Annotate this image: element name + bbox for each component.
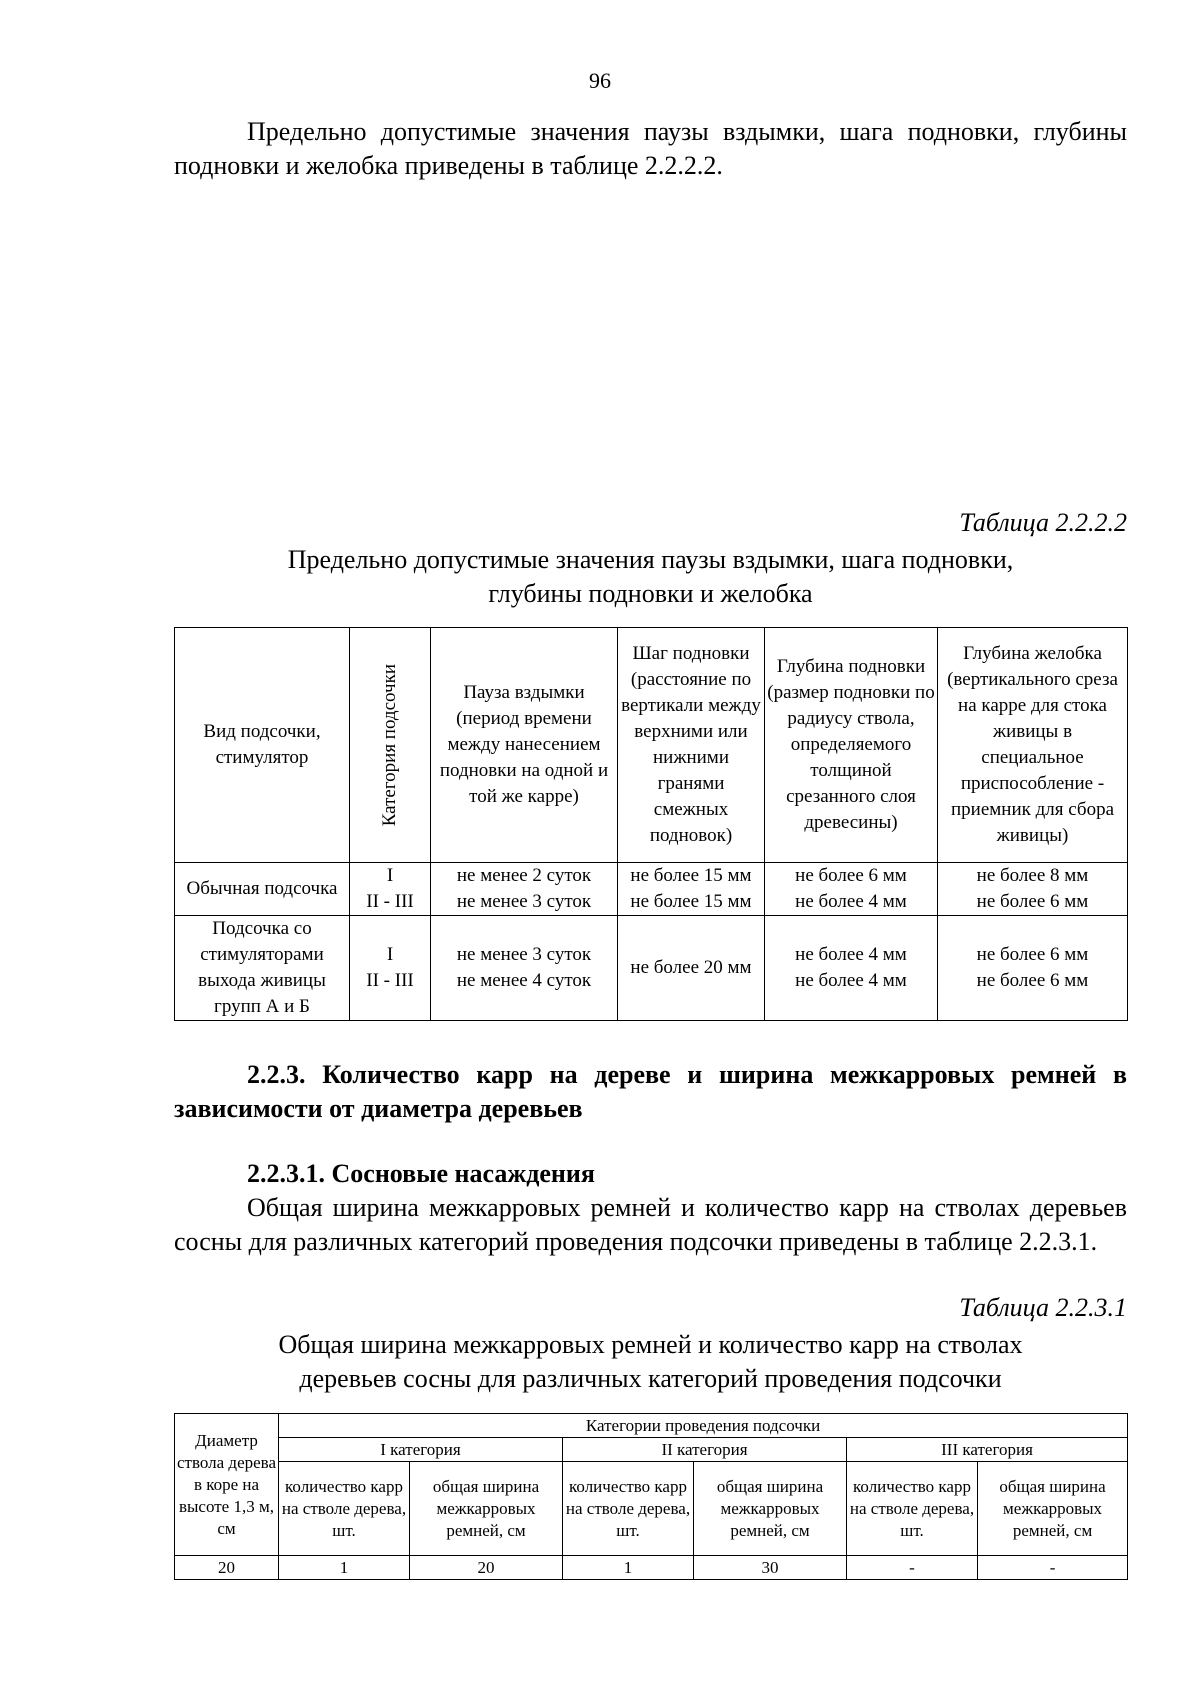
cell-step: не более 20 мм — [618, 916, 765, 1021]
cell-line: не более 4 мм — [795, 970, 907, 991]
cell-category — [350, 916, 431, 1021]
header-count: количество карр на стволе дерева, шт. — [279, 1462, 410, 1556]
header-category-label: Категория подсочки — [379, 663, 400, 827]
table-header-row — [175, 628, 1128, 863]
cell-step — [618, 863, 765, 916]
table-2-2-2-2-label: Таблица 2.2.2.2 — [959, 508, 1127, 537]
cell-width-cat1: 20 — [410, 1556, 563, 1580]
cell-line: не более 4 мм — [795, 891, 907, 912]
table-2-2-3-1-title-line-2: деревьев сосны для различных категорий проведения подсочки — [299, 1364, 1002, 1393]
cell-width-cat2: 30 — [694, 1556, 847, 1580]
cell-line: II - III — [366, 891, 414, 912]
cell-line: не менее 3 суток — [456, 944, 592, 965]
table-row — [175, 863, 1128, 916]
cell-count-cat3: - — [847, 1556, 978, 1580]
cell-type: Подсочка со стимуляторами выхода живицы групп А и Б — [175, 916, 350, 1021]
cell-line: не более 6 мм — [976, 970, 1089, 991]
header-category-2: II категория — [563, 1438, 847, 1462]
cell-width-cat3: - — [978, 1556, 1128, 1580]
cell-line: не более 8 мм — [976, 865, 1089, 886]
cell-line: не менее 3 суток — [456, 891, 592, 912]
cell-line: II - III — [366, 970, 414, 991]
header-pause: Пауза вздымки (период времени между нанесением подновки на одной и той же карре) — [431, 628, 618, 863]
cell-type: Обычная подсочка — [175, 863, 350, 916]
header-category — [350, 628, 431, 863]
header-count: количество карр на стволе дерева, шт. — [563, 1462, 694, 1556]
cell-groove — [938, 916, 1128, 1021]
header-width: общая ширина межкарровых ремней, см — [694, 1462, 847, 1556]
cell-line: не более 6 мм — [976, 891, 1089, 912]
cell-category — [350, 863, 431, 916]
page-number: 96 — [589, 68, 611, 93]
table-2-2-2-2 — [174, 627, 1128, 1021]
cell-line: не менее 2 суток — [456, 865, 592, 886]
table-2-2-2-2-title-line-1: Предельно допустимые значения паузы вздымки, шага подновки, — [287, 545, 1014, 574]
table-header-row — [175, 1438, 1128, 1462]
table-row — [175, 1556, 1128, 1580]
section-2-2-3-1-heading: 2.2.3.1. Сосновые насаждения — [247, 1159, 595, 1188]
table-2-2-3-1 — [174, 1413, 1128, 1580]
intro-paragraph: Предельно допустимые значения паузы вздымки, шага подновки, глубины подновки и желобка приведены в таблице 2.2.2.2. — [174, 117, 1127, 180]
table-row — [175, 916, 1128, 1021]
cell-depth — [765, 863, 938, 916]
header-count: количество карр на стволе дерева, шт. — [847, 1462, 978, 1556]
section-2-2-3-heading: 2.2.3. Количество карр на дереве и ширина межкарровых ремней в зависимости от диаметра деревьев — [174, 1060, 1127, 1123]
cell-line: I — [386, 865, 394, 886]
cell-line: не более 6 мм — [795, 865, 907, 886]
cell-groove — [938, 863, 1128, 916]
header-step: Шаг подновки (расстояние по вертикали между верхними или нижними гранями смежных подновок) — [618, 628, 765, 863]
table-2-2-3-1-title-line-1: Общая ширина межкарровых ремней и количество карр на стволах — [278, 1330, 1023, 1359]
table-header-row — [175, 1462, 1128, 1556]
table-2-2-2-2-title-line-2: глубины подновки и желобка — [488, 579, 813, 608]
table-2-2-3-1-title — [174, 1328, 1127, 1396]
header-diameter: Диаметр ствола дерева в коре на высоте 1,3 м, см — [175, 1414, 279, 1556]
header-category-1: I категория — [279, 1438, 563, 1462]
header-category-3: III категория — [847, 1438, 1128, 1462]
header-categories-group: Категории проведения подсочки — [279, 1414, 1128, 1438]
cell-line: не менее 4 суток — [456, 970, 592, 991]
table-2-2-3-1-label: Таблица 2.2.3.1 — [959, 1293, 1127, 1322]
header-width: общая ширина межкарровых ремней, см — [978, 1462, 1128, 1556]
cell-depth — [765, 916, 938, 1021]
cell-count-cat1: 1 — [279, 1556, 410, 1580]
cell-line: не более 6 мм — [976, 944, 1089, 965]
header-depth: Глубина подновки (размер подновки по радиусу ствола, определяемого толщиной срезанного слоя древесины) — [765, 628, 938, 863]
cell-pause — [431, 916, 618, 1021]
section-2-2-3-1-paragraph: Общая ширина межкарровых ремней и количество карр на стволах деревьев сосны для различных категорий проведения подсочки приведены в таблице 2.2.3.1. — [174, 1193, 1127, 1256]
header-width: общая ширина межкарровых ремней, см — [410, 1462, 563, 1556]
cell-line: не более 15 мм — [630, 865, 752, 886]
cell-pause — [431, 863, 618, 916]
cell-line: не более 15 мм — [630, 891, 752, 912]
table-2-2-2-2-title — [174, 543, 1127, 611]
cell-count-cat2: 1 — [563, 1556, 694, 1580]
table-header-row — [175, 1414, 1128, 1438]
cell-diameter: 20 — [175, 1556, 279, 1580]
header-type: Вид подсочки, стимулятор — [175, 628, 350, 863]
cell-line: I — [386, 944, 394, 965]
cell-line: не более 4 мм — [795, 944, 907, 965]
header-groove: Глубина желобка (вертикального среза на карре для стока живицы в специальное приспособление - приемник для сбора живицы) — [938, 628, 1128, 863]
